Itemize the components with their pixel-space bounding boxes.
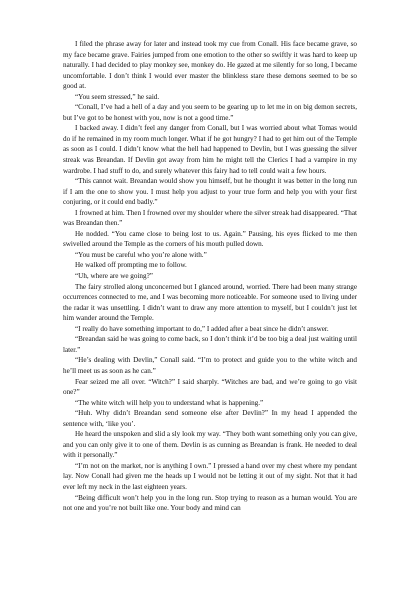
paragraph: He walked off prompting me to follow. — [75, 261, 187, 270]
paragraph: “You seem stressed,” he said. — [75, 92, 160, 101]
paragraph: “Uh, where are we going?” — [75, 272, 153, 281]
paragraph: I frowned at him. Then I frowned over my shoulder where the silver streak had disappeared. “That was Breandan then.” — [63, 208, 357, 228]
paragraph: He nodded. “You came close to being lost to us. Again.” Pausing, his eyes flicked to me then swivelled around the Temple as the corners of his mouth pulled down. — [63, 229, 357, 249]
paragraph: “I really do have something important to do,” I added after a beat since he didn’t answer. — [75, 324, 329, 333]
paragraph: “This cannot wait. Breandan would show you himself, but he thought it was better in the long run if I am the one to show you. I must help you adjust to your true form and help you with your first conjuring, or it could end badly.” — [63, 177, 357, 207]
paragraph: “He’s dealing with Devlin,” Conall said. “I’m to protect and guide you to the white witch and he’ll meet us as soon as he can.” — [63, 356, 357, 375]
paragraph: He heard the unspoken and slid a sly look my way. “They both want something only you can give, and you can only give it to one of them. Devlin is as cunning as Breandan is frank. He needed to deal with it personally.” — [63, 430, 357, 460]
paragraph: “The white witch will help you to understand what is happening.” — [75, 398, 264, 407]
paragraph: The fairy strolled along unconcerned but I glanced around, worried. There had been many strange occurrences connected to me, and I was becoming more noticeable. For someone used to living under the radar it was unsettling. I didn’t want to draw any more attention to myself, but I couldn’t just let him wander around the Temple. — [63, 282, 357, 323]
paragraph: “Conall, I’ve had a hell of a day and you seem to be gearing up to let me in on big demon secrets, but I’ve got to be honest with you, now is not a good time.” — [63, 103, 357, 122]
paragraph: I filed the phrase away for later and instead took my cue from Conall. His face became grave, so my face became grave. Fairies jumped from one emotion to the other so swiftly it was hard to keep up naturally. I had decided to play monkey see, monkey do. He gazed at me silently for so long, I became uncomfortable. I don’t think I would ever master the blinkless stare these demons seemed to be so good at. — [63, 40, 357, 91]
paragraph: “Breandan said he was going to come back, so I don’t think it’d be too big a deal just waiting until later.” — [63, 335, 357, 354]
paragraph: “Huh. Why didn’t Breandan send someone else after Devlin?” In my head I appended the sentence with, ‘like you’. — [63, 409, 357, 428]
paragraph: I backed away. I didn’t feel any danger from Conall, but I was worried about what Tomas would do if he remained in my room much longer. What if he got hungry? I had to get him out of the Temple as soon as I could. I didn’t know what the hell had happened to Devlin, but I was guessing the silver streak was Breandan. If Devlin got away from him he might tell the Clerics I had a vampire in my wardrobe. I had stuff to do, and surely whatever this fairy had to tell could wait a few hours. — [63, 124, 357, 175]
book-page — [63, 39, 357, 587]
paragraph: “Being difficult won’t help you in the long run. Stop trying to reason as a human would. You are not one and you’re not built like one. Your body and mind can — [63, 493, 357, 513]
paragraph: Fear seized me all over. “Witch?” I said sharply. “Witches are bad, and we’re going to go visit one?” — [63, 377, 357, 397]
paragraph: “You must be careful who you’re alone with.” — [75, 250, 207, 259]
paragraph: “I’m not on the market, nor is anything I own.” I pressed a hand over my chest where my pendant lay. Now Conall had given me the heads up I would not be letting it out of my sight. Not that it had ever left my neck in the last eighteen years. — [63, 461, 357, 491]
